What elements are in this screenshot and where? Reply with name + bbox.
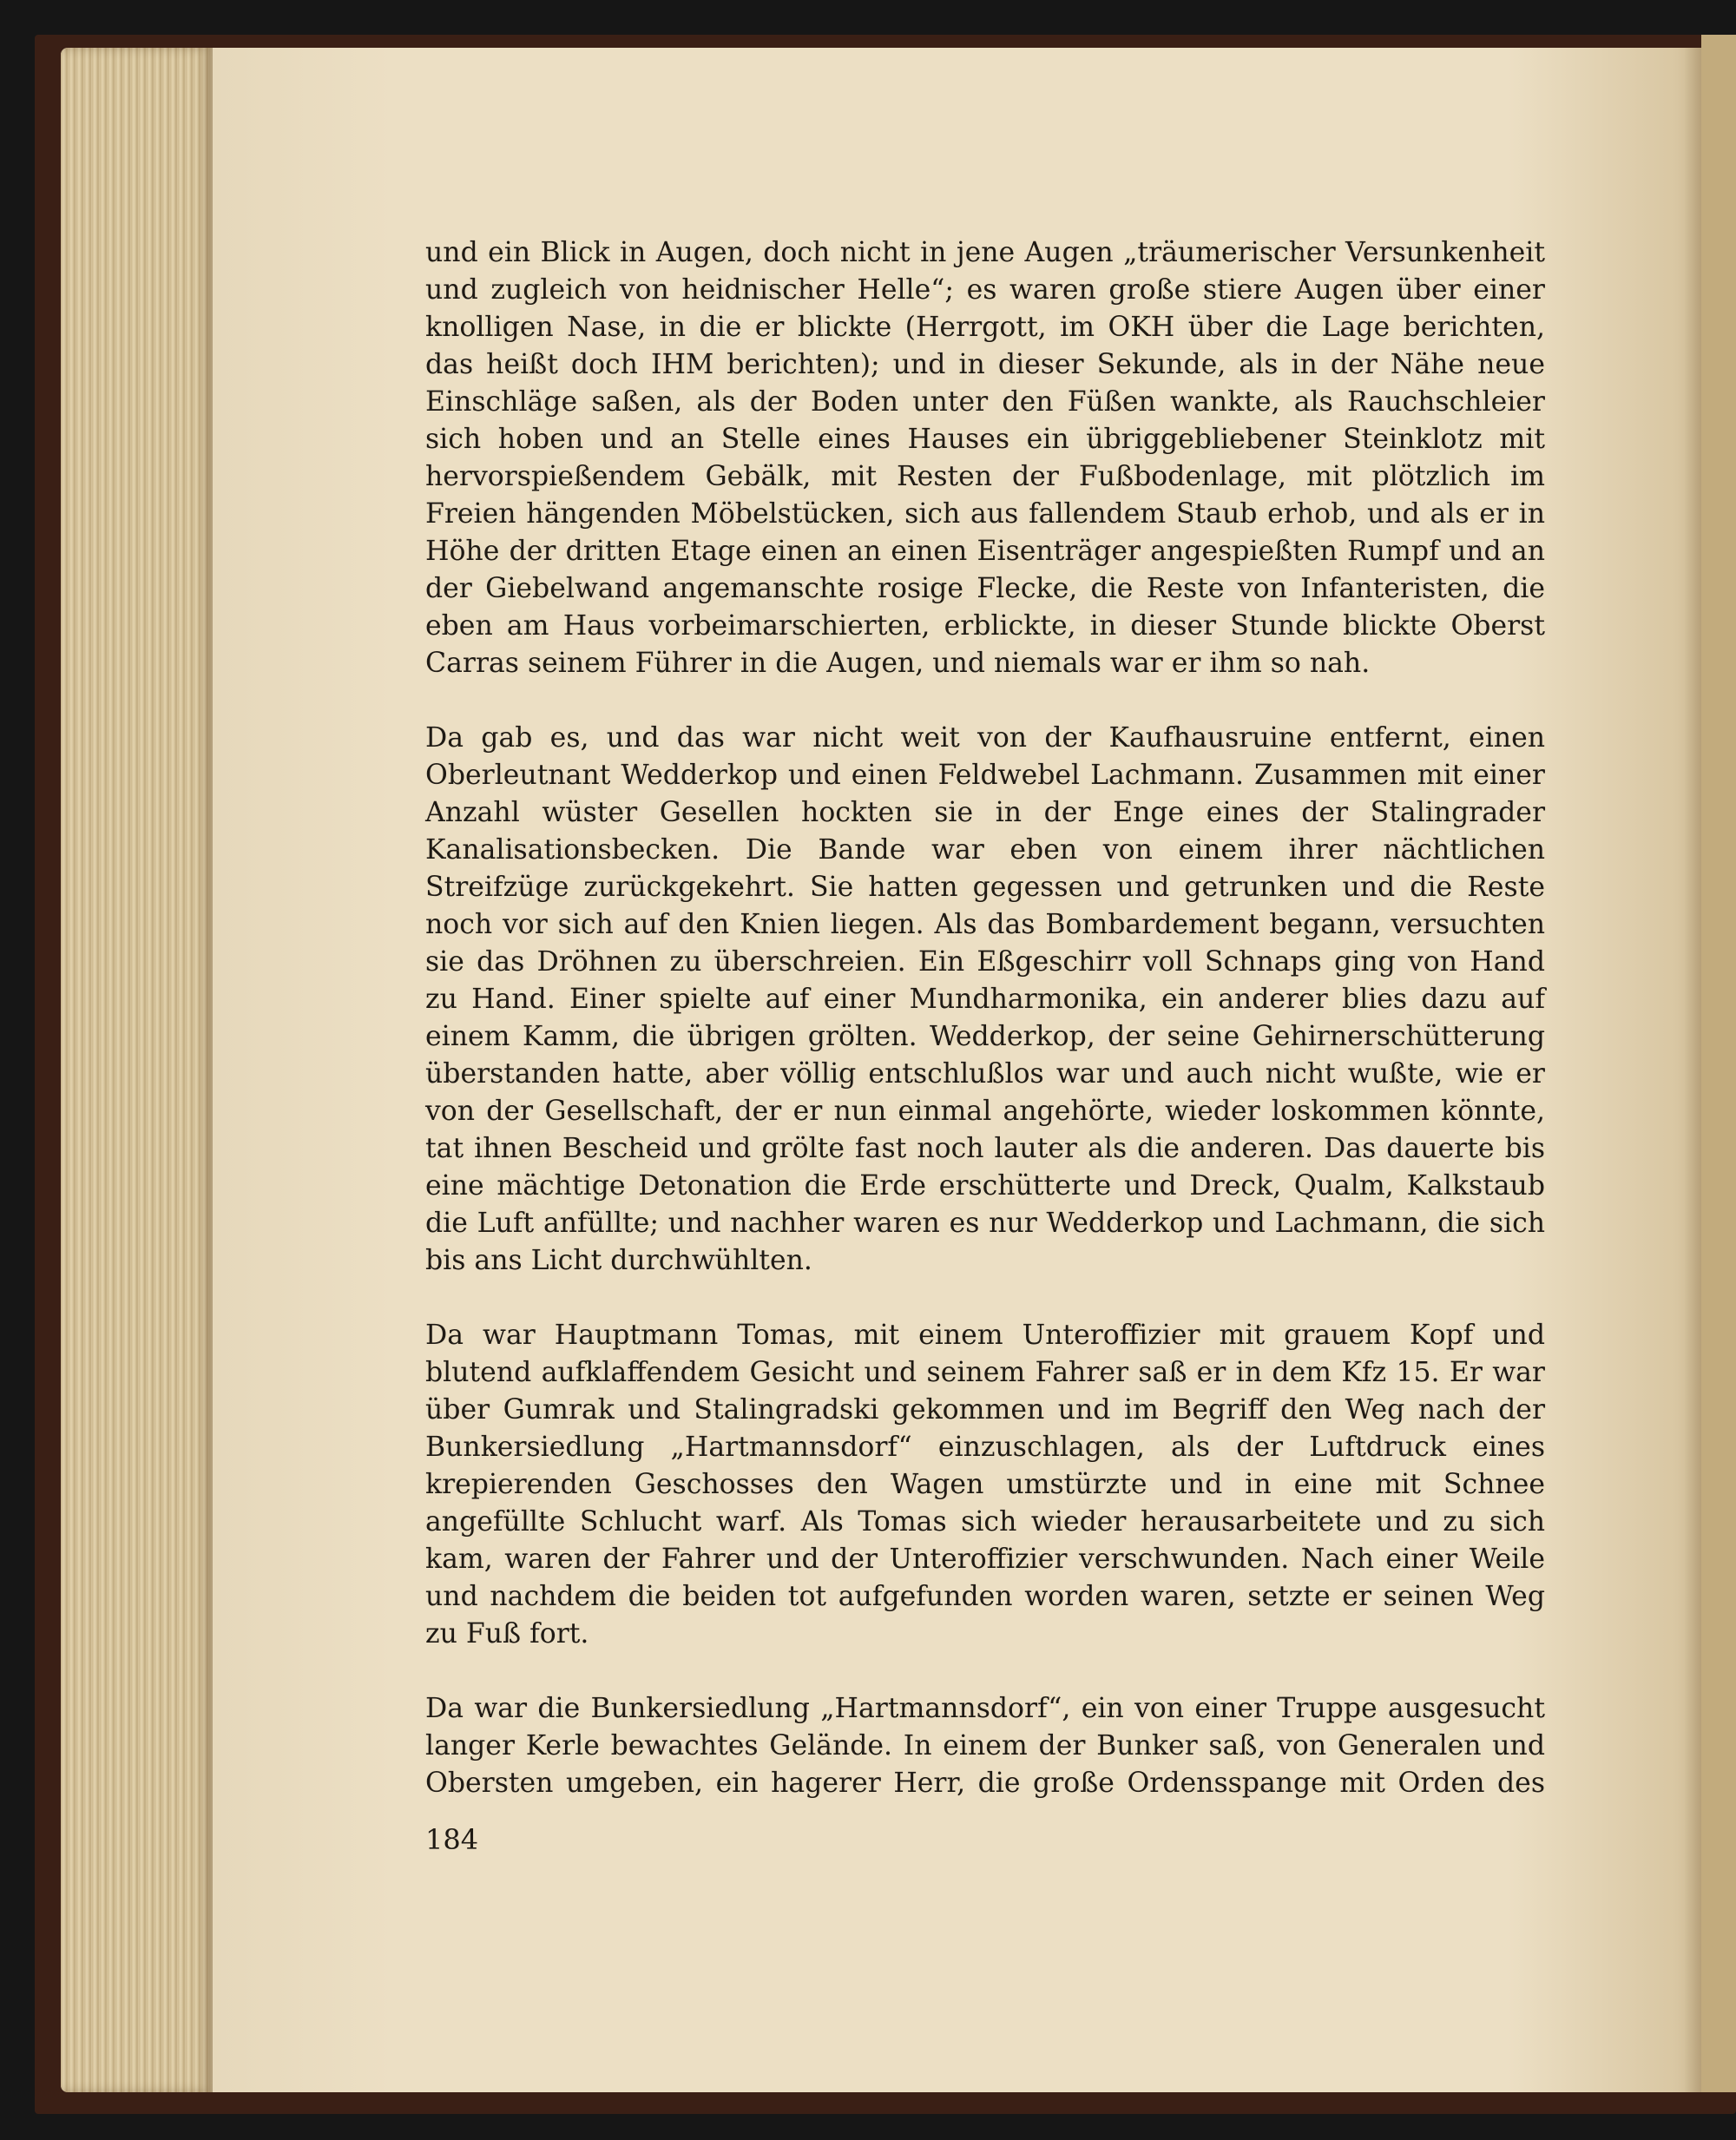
facing-page-edge <box>1701 35 1736 2092</box>
paragraph: und ein Blick in Augen, doch nicht in jene Augen „träumerischer Versunkenheit und zugleich von heidnischer Helle“; es waren große stiere Augen über einer knolligen Nase, in die er blickte (Herrgott, im OKH über die Lage berichten, das heißt doch IHM berichten); und in dieser Sekunde, als in der Nähe neue Einschläge saßen, als der Boden unter den Füßen wankte, als Rauchschleier sich hoben und an Stelle eines Hauses ein übriggebliebener Steinklotz mit hervorspießendem Gebälk, mit Resten der Fußbodenlage, mit plötzlich im Freien hängenden Möbelstücken, sich aus fallendem Staub erhob, und als er in Höhe der dritten Etage einen an einen Eisenträger angespießten Rumpf und an der Giebelwand angemanschte rosige Flecke, die Reste von Infanteristen, die eben am Haus vorbeimarschierten, erblickte, in dieser Stunde blickte Oberst Carras seinem Führer in die Augen, und niemals war er ihm so nah. <box>425 237 1545 679</box>
paragraph: Da gab es, und das war nicht weit von der Kaufhausruine entfernt, einen Oberleutnant Wedderkop und einen Feldwebel Lachmann. Zusammen mit einer Anzahl wüster Gesellen hockten sie in der Enge eines der Stalingrader Kanalisationsbecken. Die Bande war eben von einem ihrer nächtlichen Streifzüge zurückgekehrt. Sie hatten gegessen und getrunken und die Reste noch vor sich auf den Knien liegen. Als das Bombardement begann, versuchten sie das Dröhnen zu überschreien. Ein Eßgeschirr voll Schnaps ging von Hand zu Hand. Einer spielte auf einer Mundharmonika, ein anderer blies dazu auf einem Kamm, die übrigen grölten. Wedderkop, der seine Gehirnerschütterung überstanden hatte, aber völlig entschlußlos war und auch nicht wußte, wie er von der Gesellschaft, der er nun einmal angehörte, wieder loskommen könnte, tat ihnen Bescheid und grölte fast noch lauter als die anderen. Das dauerte bis eine mächtige Detonation die Erde erschütterte und Dreck, Qualm, Kalkstaub die Luft anfüllte; und nachher waren es nur Wedderkop und Lachmann, die sich bis ans Licht durchwühlten. <box>425 722 1545 1276</box>
paragraph: Da war Hauptmann Tomas, mit einem Unteroffizier mit grauem Kopf und blutend aufklaffendem Gesicht und seinem Fahrer saß er in dem Kfz 15. Er war über Gumrak und Stalingradski gekommen und im Begriff den Weg nach der Bunkersiedlung „Hartmannsdorf“ einzuschlagen, als der Luftdruck eines krepierenden Geschosses den Wagen umstürzte und in eine mit Schnee angefüllte Schlucht warf. Als Tomas sich wieder herausarbeitete und zu sich kam, waren der Fahrer und der Unteroffizier verschwunden. Nach einer Weile und nachdem die beiden tot aufgefunden worden waren, setzte er seinen Weg zu Fuß fort. <box>425 1320 1545 1649</box>
paragraph: Da war die Bunkersiedlung „Hartmannsdorf“, ein von einer Truppe ausgesucht langer Kerle bewachtes Gelände. In einem der Bunker saß, von Generalen und Obersten umgeben, ein hagerer Herr, die große Ordensspange mit Orden des <box>425 1693 1545 1799</box>
page-edges <box>61 48 213 2092</box>
body-text <box>425 234 1545 1840</box>
page-number: 184 <box>425 1823 479 1856</box>
